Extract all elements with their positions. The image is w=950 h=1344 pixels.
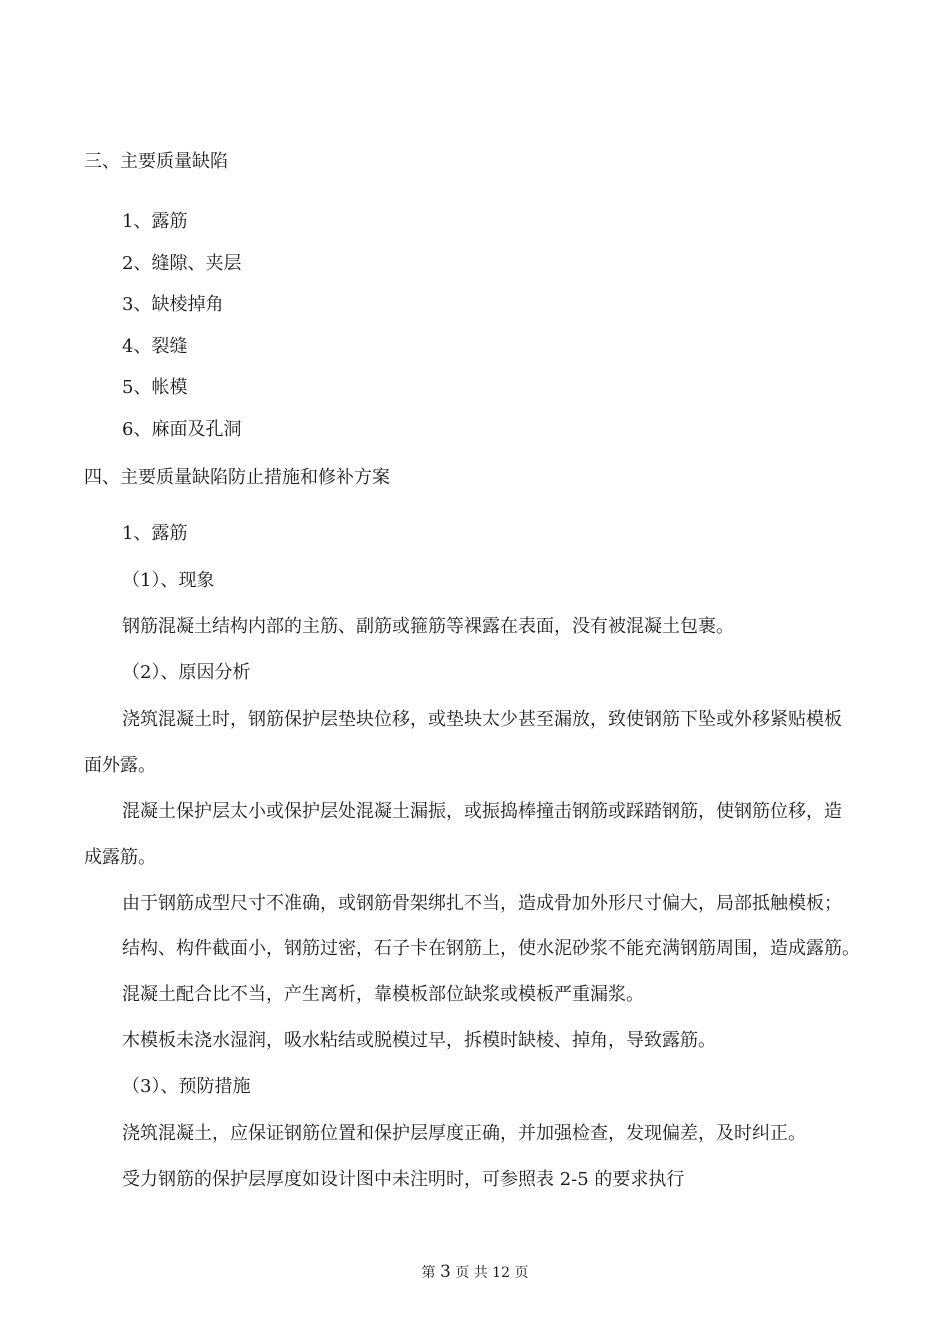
cause-paragraph-2-cont: 成露筋。 — [84, 847, 156, 868]
defect-item-6: 6、麻面及孔洞 — [122, 419, 242, 440]
defect-item-1: 1、露筋 — [122, 211, 188, 232]
prevention-paragraph-2: 受力钢筋的保护层厚度如设计图中未注明时，可参照表 2-5 的要求执行 — [122, 1169, 685, 1190]
cause-paragraph-4: 结构、构件截面小，钢筋过密，石子卡在钢筋上，使水泥砂浆不能充满钢筋周围，造成露筋。 — [122, 938, 860, 959]
cause-paragraph-3: 由于钢筋成型尺寸不准确，或钢筋骨架绑扎不当，造成骨加外形尺寸偏大，局部抵触模板； — [122, 893, 842, 914]
footer-prefix: 第 — [421, 1265, 436, 1281]
footer-suffix: 页 — [514, 1265, 529, 1281]
defect-item-4: 4、裂缝 — [122, 336, 188, 357]
defect-item-2: 2、缝隙、夹层 — [122, 253, 242, 274]
prevention-title: （3）、预防措施 — [122, 1076, 251, 1097]
phenomenon-title: （1）、现象 — [122, 570, 215, 591]
cause-paragraph-5: 混凝土配合比不当，产生离析，靠模板部位缺浆或模板严重漏浆。 — [122, 984, 644, 1005]
current-page-number: 3 — [439, 1262, 451, 1282]
page-footer — [0, 1262, 950, 1283]
section-3-heading: 三、主要质量缺陷 — [84, 151, 228, 172]
cause-paragraph-2: 混凝土保护层太小或保护层处混凝土漏振，或振捣棒撞击钢筋或踩踏钢筋，使钢筋位移，造 — [122, 801, 842, 822]
phenomenon-text: 钢筋混凝土结构内部的主筋、副筋或箍筋等裸露在表面，没有被混凝土包裹。 — [122, 616, 734, 637]
defect-item-3: 3、缺棱掉角 — [122, 294, 224, 315]
prevention-paragraph-1: 浇筑混凝土，应保证钢筋位置和保护层厚度正确，并加强检查，发现偏差，及时纠正。 — [122, 1123, 806, 1144]
section-4-heading: 四、主要质量缺陷防止措施和修补方案 — [84, 467, 390, 488]
total-page-number: 12 — [492, 1265, 510, 1281]
subsection-1-title: 1、露筋 — [122, 523, 188, 544]
footer-middle: 页 共 — [455, 1265, 488, 1281]
cause-paragraph-1: 浇筑混凝土时，钢筋保护层垫块位移，或垫块太少甚至漏放，致使钢筋下坠或外移紧贴模板 — [122, 709, 842, 730]
cause-title: （2）、原因分析 — [122, 662, 251, 683]
cause-paragraph-1-cont: 面外露。 — [84, 755, 156, 776]
cause-paragraph-6: 木模板未浇水湿润，吸水粘结或脱模过早，拆模时缺棱、掉角，导致露筋。 — [122, 1030, 716, 1051]
defect-item-5: 5、帐模 — [122, 377, 188, 398]
